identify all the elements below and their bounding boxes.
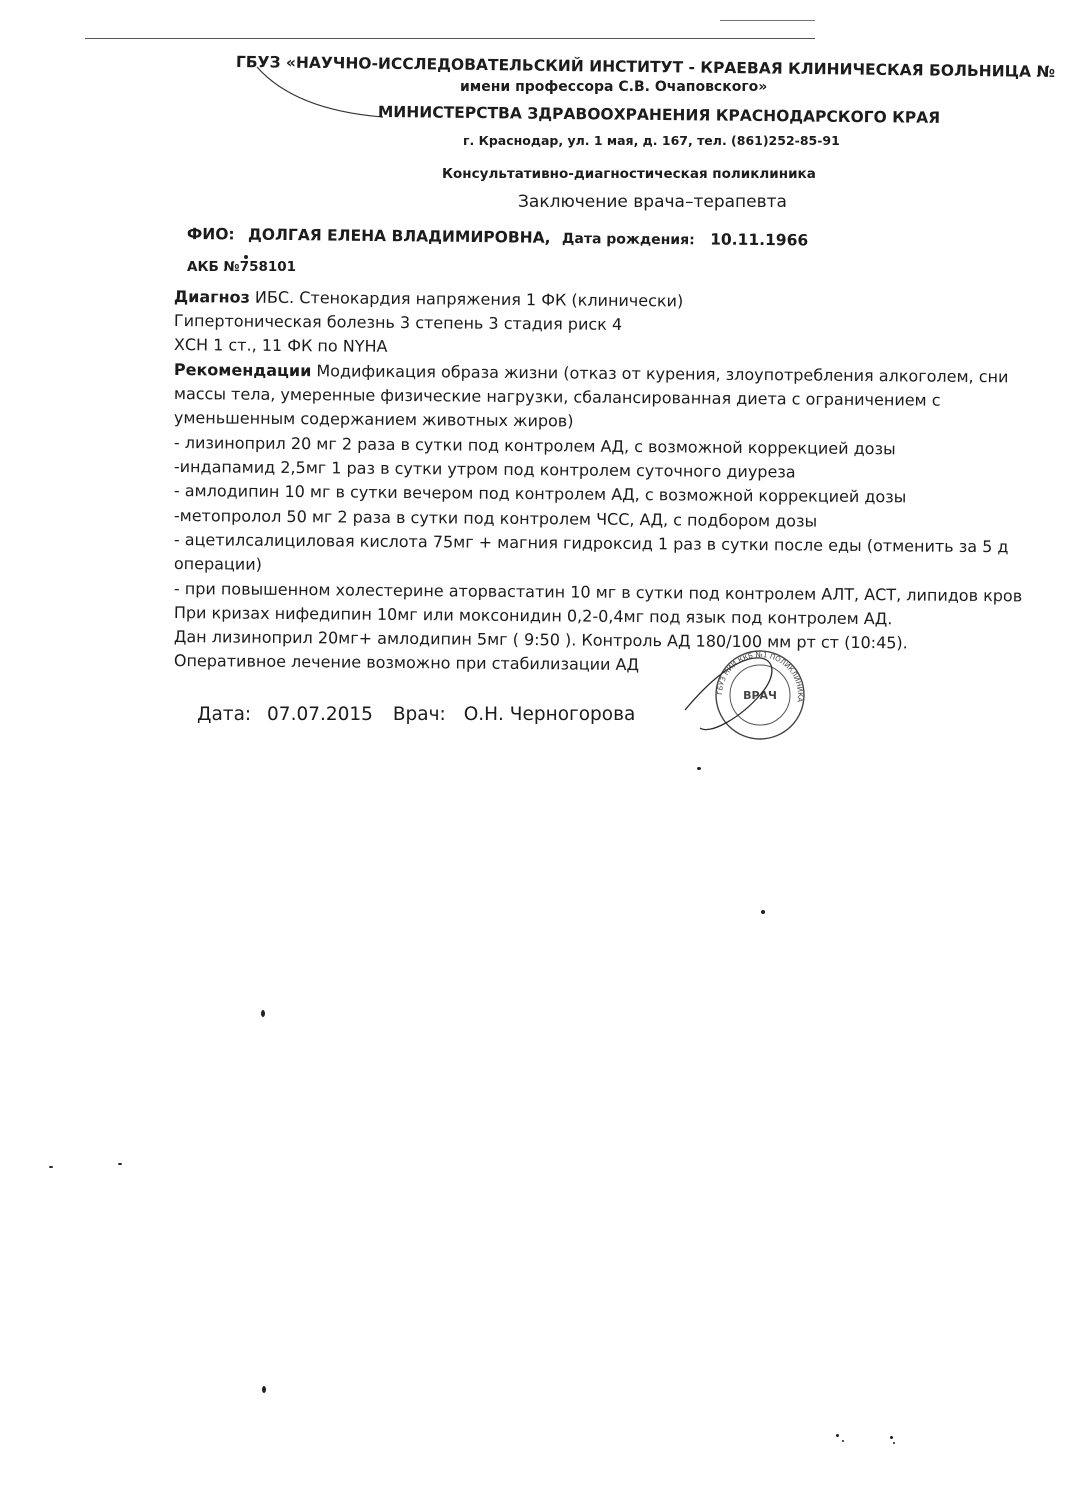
- scan-speck: [261, 1010, 265, 1017]
- scan-speck: [890, 1436, 893, 1439]
- recommendation-line: -индапамид 2,5мг 1 раз в сутки утром под контролем суточного диуреза: [173, 457, 796, 482]
- recommendation-line: - при повышенном холестерине аторвастатин 10 мг в сутки под контролем АЛТ, АСТ, липидов кров: [173, 579, 1023, 606]
- doctor-label: Врач:: [392, 704, 446, 725]
- diagnosis-line: [174, 287, 683, 310]
- top-scan-line: [85, 38, 815, 39]
- scan-speck: [244, 255, 248, 259]
- scan-speck: [893, 1442, 895, 1444]
- diagnosis-line: ХСН 1 ст., 11 ФК по NYHA: [173, 335, 388, 356]
- recommendation-line: - лизиноприл 20 мг 2 раза в сутки под контролем АД, с возможной коррекцией дозы: [173, 433, 896, 459]
- scan-speck: [697, 767, 701, 770]
- recommendation-line: уменьшенным содержанием животных жиров): [173, 408, 574, 431]
- recommendation-text: Модификация образа жизни (отказ от курения, злоупотребления алкоголем, сни: [316, 361, 1009, 387]
- scan-speck: [262, 1386, 266, 1393]
- diagnosis-label: Диагноз: [173, 287, 250, 307]
- stamp-center-text: ВРАЧ: [743, 689, 777, 702]
- scan-speck: [761, 910, 765, 914]
- scan-speck: [118, 1163, 122, 1165]
- date-label: Дата:: [197, 704, 252, 725]
- scan-speck: [49, 1166, 53, 1168]
- patient-fio-line: [187, 225, 808, 250]
- recommendation-line: массы тела, умеренные физические нагрузки, сбалансированная диета с ограничением с: [173, 384, 941, 410]
- institution-address: г. Краснодар, ул. 1 мая, д. 167, тел. (861)252-85-91: [463, 133, 840, 148]
- institution-named-after: имени профессора С.В. Очаповского»: [460, 79, 768, 95]
- department-name: Консультативно-диагностическая поликлиника: [442, 166, 816, 182]
- scan-speck: [836, 1434, 839, 1437]
- recommendation-line: Оперативное лечение возможно при стабилизации АД: [173, 651, 640, 675]
- patient-name: ДОЛГАЯ ЕЛЕНА ВЛАДИМИРОВНА,: [247, 225, 551, 247]
- institution-name: ГБУЗ «НАУЧНО-ИССЛЕДОВАТЕЛЬСКИЙ ИНСТИТУТ - КРАЕВАЯ КЛИНИЧЕСКАЯ БОЛЬНИЦА №: [235, 53, 1056, 82]
- patient-dob: 10.11.1966: [710, 230, 809, 250]
- ministry-name: МИНИСТЕРСТВА ЗДРАВООХРАНЕНИЯ КРАСНОДАРСКОГО КРАЯ: [377, 103, 941, 127]
- diagnosis-line: Гипертоническая болезнь 3 степень 3 стадия риск 4: [173, 311, 623, 334]
- stamp-ring-text: ГБУЗ НИИ ККБ №1 ПОЛИКЛИНИКА: [715, 650, 805, 703]
- recommendations-label: Рекомендации: [173, 360, 312, 381]
- fio-label: ФИО:: [186, 225, 235, 244]
- document-title: Заключение врача–терапевта: [518, 192, 787, 212]
- recommendation-line: При кризах нифедипин 10мг или моксонидин 0,2-0,4мг под язык под контролем АД.: [173, 603, 893, 629]
- recommendation-line: Дан лизиноприл 20мг+ амлодипин 5мг ( 9:50 ). Контроль АД 180/100 мм рт ст (10:45).: [173, 627, 908, 653]
- recommendation-line: -метопролол 50 мг 2 раза в сутки под контролем ЧСС, АД, с подбором дозы: [173, 506, 818, 531]
- document-date: 07.07.2015: [267, 704, 373, 725]
- signature-line: [197, 704, 635, 725]
- diagnosis-text: ИБС. Стенокардия напряжения 1 ФК (клинически): [254, 287, 684, 311]
- recommendation-line: - ацетилсалициловая кислота 75мг + магния гидроксид 1 раз в сутки после еды (отменить за 5 д: [173, 530, 1009, 557]
- doctor-name: О.Н. Черногорова: [463, 704, 636, 725]
- patient-akb-number: АКБ №758101: [187, 259, 297, 275]
- top-scan-line-short: [720, 20, 815, 21]
- recommendation-line: [174, 360, 1009, 386]
- pen-stroke-arc: [255, 65, 385, 125]
- recommendation-line: операции): [173, 554, 262, 574]
- recommendation-line: - амлодипин 10 мг в сутки вечером под контролем АД, с возможной коррекцией дозы: [173, 481, 907, 507]
- dob-label: Дата рождения:: [561, 230, 695, 249]
- doctor-stamp: [680, 640, 810, 750]
- scan-speck: [842, 1440, 844, 1442]
